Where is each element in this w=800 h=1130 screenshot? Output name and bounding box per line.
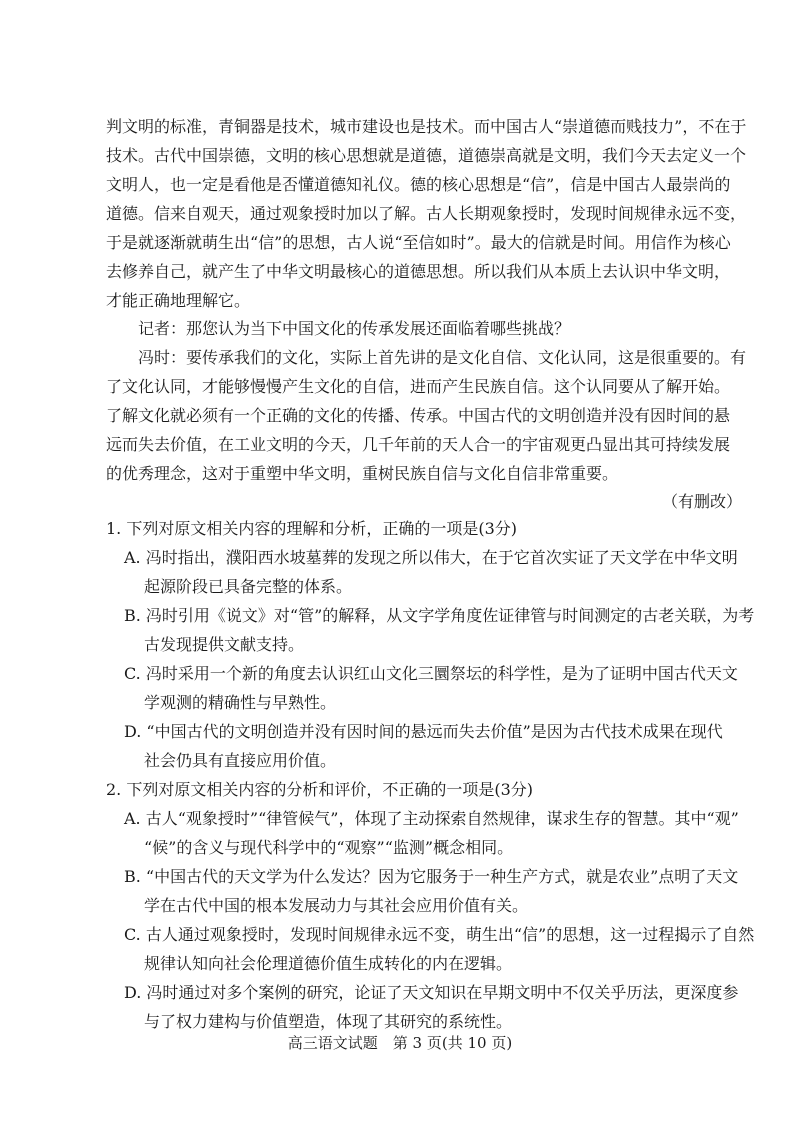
- option-line: “候”的含义与现代科学中的“观察”“监测”概念相同。: [144, 838, 514, 857]
- question-1-option-b: [124, 601, 755, 659]
- passage-line: 判文明的标准，青铜器是技术，城市建设也是技术。而中国古人“崇道德而贱技力”，不在于: [106, 117, 747, 136]
- option-line: B. 冯时引用《说文》对“管”的解释，从文字学角度佐证律管与时间测定的古老关联，为考: [124, 606, 755, 625]
- passage-line: 的优秀理念，这对于重塑中华文明，重树民族自信与文化自信非常重要。: [106, 464, 619, 483]
- option-line: 社会仍具有直接应用价值。: [144, 751, 337, 770]
- question-1-option-d: [124, 717, 744, 775]
- passage-line: 了解文化就必须有一个正确的文化的传播、传承。中国古代的文明创造并没有因时间的悬: [106, 406, 731, 425]
- question-2-option-d: [124, 978, 744, 1036]
- passage-line: 文明人，也一定是看他是否懂道德知礼仪。德的核心思想是“信”，信是中国古人最崇尚的: [106, 175, 731, 194]
- passage-paragraph-1: [106, 112, 746, 315]
- passage-line: 技术。古代中国崇德，文明的核心思想就是道德，道德崇高就是文明，我们今天去定义一个: [106, 146, 747, 165]
- option-line: D. “中国古代的文明创造并没有因时间的悬远而失去价值”是因为古代技术成果在现代: [124, 722, 723, 741]
- option-line: 起源阶段已具备完整的体系。: [144, 577, 353, 596]
- question-1-stem: 1. 下列对原文相关内容的理解和分析，正确的一项是(3分): [106, 519, 518, 538]
- passage-line: 去修养自己，就产生了中华文明最核心的道德思想。所以我们从本质上去认识中华文明，: [106, 262, 731, 281]
- question-1-option-c: [124, 659, 744, 717]
- passage-paragraph-3: [106, 343, 746, 488]
- option-line: 学在古代中国的根本发展动力与其社会应用价值有关。: [144, 896, 529, 915]
- option-line: D. 冯时通过对多个案例的研究，论证了天文知识在早期文明中不仅关乎历法，更深度参: [124, 983, 739, 1002]
- passage-line: 于是就逐渐就萌生出“信”的思想，古人说“至信如时”。最大的信就是时间。用信作为核心: [106, 233, 731, 252]
- source-note: （有删改）: [661, 492, 742, 511]
- passage-line: 远而失去价值，在工业文明的今天，几千年前的天人合一的宇宙观更凸显出其可持续发展: [106, 435, 731, 454]
- question-2-option-b: [124, 862, 744, 920]
- question-2-option-c: [124, 920, 755, 978]
- option-line: A. 冯时指出，濮阳西水坡墓葬的发现之所以伟大，在于它首次实证了天文学在中华文明: [124, 548, 738, 567]
- option-line: B. “中国古代的天文学为什么发达？因为它服务于一种生产方式，就是农业”点明了天文: [124, 867, 739, 886]
- option-line: A. 古人“观象授时”“律管候气”，体现了主动探索自然规律，谋求生存的智慧。其中“观”: [124, 809, 739, 828]
- question-1-option-a: [124, 543, 744, 601]
- option-line: 古发现提供文献支持。: [144, 635, 305, 654]
- interview-question: 记者：那您认为当下中国文化的传承发展还面临着哪些挑战？: [138, 319, 571, 338]
- passage-line: 道德。信来自观天，通过观象授时加以了解。古人长期观象授时，发现时间规律永远不变，: [106, 204, 747, 223]
- option-line: 规律认知向社会伦理道德价值生成转化的内在逻辑。: [144, 954, 513, 973]
- option-line: 学观测的精确性与早熟性。: [144, 693, 337, 712]
- passage-line: 了文化认同，才能够慢慢产生文化的自信，进而产生民族自信。这个认同要从了解开始。: [106, 377, 731, 396]
- passage-paragraph-2: [106, 314, 746, 343]
- question-2-stem: 2. 下列对原文相关内容的分析和评价，不正确的一项是(3分): [106, 780, 534, 799]
- question-2-option-a: [124, 804, 744, 862]
- option-line: 与了权力建构与价值塑造，体现了其研究的系统性。: [144, 1012, 513, 1031]
- option-line: C. 冯时采用一个新的角度去认识红山文化三圜祭坛的科学性，是为了证明中国古代天文: [124, 664, 738, 683]
- page-footer: 高三语文试题 第 3 页(共 10 页): [287, 1034, 513, 1052]
- passage-line: 冯时：要传承我们的文化，实际上首先讲的是文化自信、文化认同，这是很重要的。有: [138, 348, 747, 367]
- option-line: C. 古人通过观象授时，发现时间规律永远不变，萌生出“信”的思想，这一过程揭示了自然: [124, 925, 755, 944]
- passage-line: 才能正确地理解它。: [106, 291, 251, 310]
